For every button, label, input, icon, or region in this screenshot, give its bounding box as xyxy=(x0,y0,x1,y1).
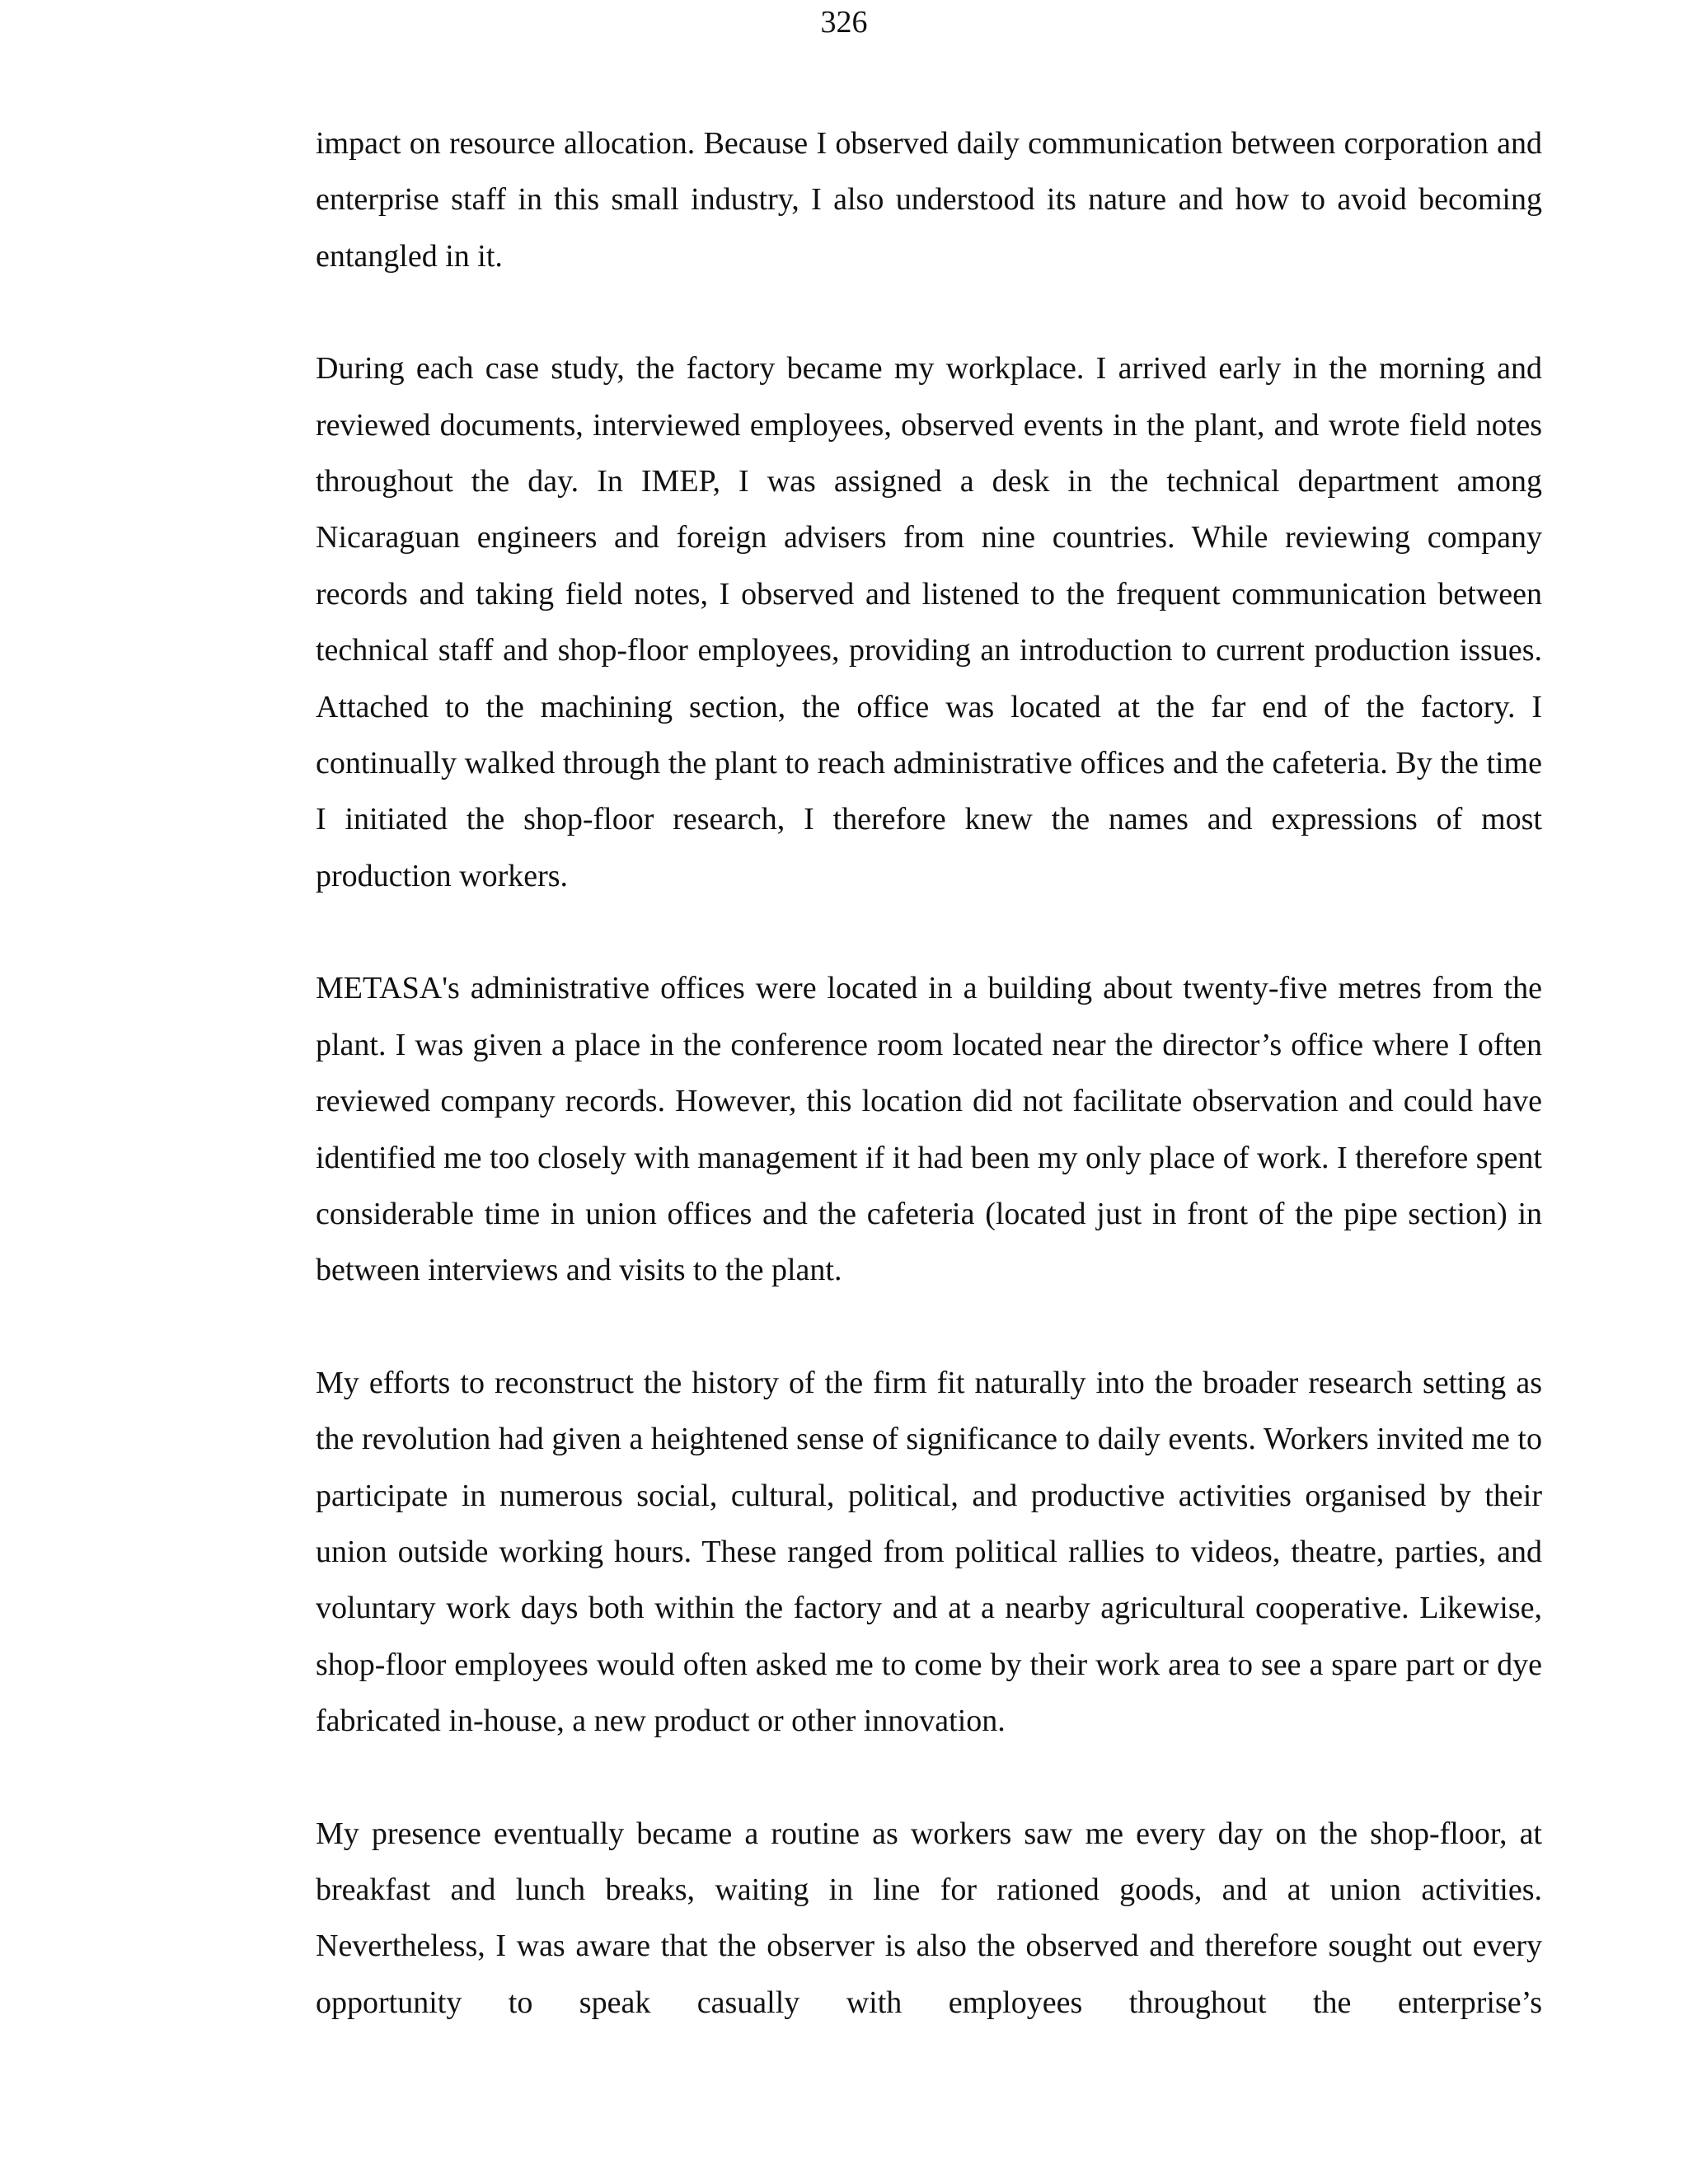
page-number-text: 326 xyxy=(820,5,868,40)
paragraph-3: METASA's administrative offices were located in a building about twenty-five metres from the plant. I was given a place in the conference room located near the director’s office where I often reviewed company records. However, this location did not facilitate observation and could have identified me too closely with management if it had been my only place of work. I therefore spent considerable time in union offices and the cafeteria (located just in front of the pipe section) in between interviews and visits to the plant. xyxy=(316,971,1542,1288)
paragraph-1: impact on resource allocation. Because I observed daily communication between corporation and enterprise staff in this small industry, I also understood its nature and how to avoid becoming entangled in it. xyxy=(316,126,1542,274)
body-text xyxy=(316,115,1542,2031)
paragraph-4: My efforts to reconstruct the history of the firm fit naturally into the broader research setting as the revolution had given a heightened sense of significance to daily events. Workers invited me to participate in numerous social, cultural, political, and productive activities organised by their union outside working hours. These ranged from political rallies to videos, theatre, parties, and voluntary work days both within the factory and at a nearby agricultural cooperative. Likewise, shop-floor employees would often asked me to come by their work area to see a spare part or dye fabricated in-house, a new product or other innovation. xyxy=(316,1365,1542,1739)
paragraph-2: During each case study, the factory became my workplace. I arrived early in the morning and reviewed documents, interviewed employees, observed events in the plant, and wrote field notes throughout the day. In IMEP, I was assigned a desk in the technical department among Nicaraguan engineers and foreign advisers from nine countries. While reviewing company records and taking field notes, I observed and listened to the frequent communication between technical staff and shop-floor employees, providing an introduction to current production issues. Attached to the machining section, the office was located at the far end of the factory. I continually walked through the plant to reach administrative offices and the cafeteria. By the time I initiated the shop-floor research, I therefore knew the names and expressions of most production workers. xyxy=(316,351,1542,893)
page-number xyxy=(0,5,1688,56)
paragraph-5: My presence eventually became a routine as workers saw me every day on the shop-floor, at breakfast and lunch breaks, waiting in line for rationed goods, and at union activities. Nevertheless, I was aware that the observer is also the observed and therefore sought out every opportunity to speak casually with employees throughout the enterprise’s xyxy=(316,1816,1542,2020)
